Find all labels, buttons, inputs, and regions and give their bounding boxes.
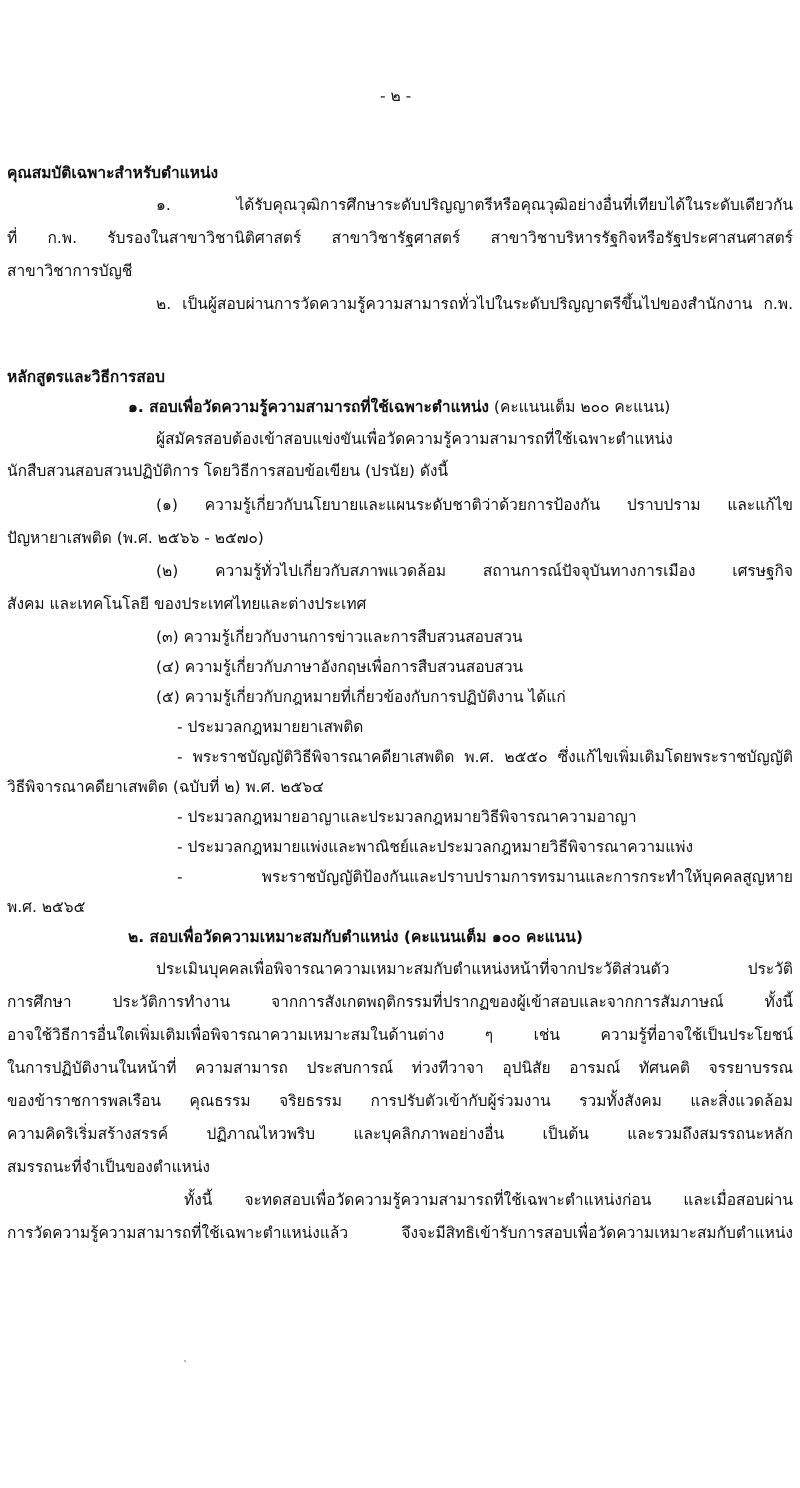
part2-paragraph-line-7: สมรรถนะที่จำเป็นของตำแหน่ง: [7, 1158, 210, 1176]
qualification-1-line-3: สาขาวิชาการบัญชี: [7, 262, 133, 280]
part2-paragraph-line-1: ประเมินบุคคลเพื่อพิจารณาความเหมาะสมกับตำแหน่งหน้าที่จากประวัติส่วนตัว ประวัติ: [156, 960, 793, 978]
intro-line-2: นักสืบสวนสอบสวนปฏิบัติการ โดยวิธีการสอบข้อเขียน (ปรนัย) ดังนี้: [7, 462, 449, 480]
part1-title: ๑. สอบเพื่อวัดความรู้ความสามารถที่ใช้เฉพาะตำแหน่ง: [128, 398, 489, 416]
topic-2-line-2: สังคม และเทคโนโลยี ของประเทศไทยและต่างประเทศ: [7, 595, 367, 613]
part2-paragraph-line-2: การศึกษา ประวัติการทำงาน จากการสังเกตพฤติกรรมที่ปรากฏของผู้เข้าสอบและจากการสัมภาษณ์ ทั้งนี้: [7, 993, 793, 1011]
part2-paragraph-line-4: ในการปฏิบัติงานในหน้าที่ ความสามารถ ประสบการณ์ ท่วงทีวาจา อุปนิสัย อารมณ์ ทัศนคติ จรรยาบรรณ: [7, 1059, 793, 1077]
part2-title: ๒. สอบเพื่อวัดความเหมาะสมกับตำแหน่ง (คะแนนเต็ม ๑๐๐ คะแนน): [128, 928, 583, 946]
qualification-1-line-1: ๑. ได้รับคุณวุฒิการศึกษาระดับปริญญาตรีหรือคุณวุฒิอย่างอื่นที่เทียบได้ในระดับเดียวกัน: [156, 196, 793, 214]
topic-1-line-2: ปัญหายาเสพติด (พ.ศ. ๒๕๖๖ - ๒๕๗๐): [7, 529, 264, 547]
scan-speck: [184, 1360, 186, 1362]
law-5-line-2: พ.ศ. ๒๕๖๕: [7, 898, 86, 916]
topic-4: (๔) ความรู้เกี่ยวกับภาษาอังกฤษเพื่อการสืบสวนสอบสวน: [156, 658, 524, 676]
topic-5: (๕) ความรู้เกี่ยวกับกฎหมายที่เกี่ยวข้องกับการปฏิบัติงาน ได้แก่: [156, 688, 566, 706]
intro-line-1: ผู้สมัครสอบต้องเข้าสอบแข่งขันเพื่อวัดความรู้ความสามารถที่ใช้เฉพาะตำแหน่ง: [156, 430, 673, 448]
qualification-2: ๒. เป็นผู้สอบผ่านการวัดความรู้ความสามารถทั่วไปในระดับปริญญาตรีขึ้นไปของสำนักงาน ก.พ.: [156, 295, 793, 313]
part2-paragraph-line-6: ความคิดริเริ่มสร้างสรรค์ ปฏิภาณไหวพริบ และบุคลิกภาพอย่างอื่น เป็นต้น และรวมถึงสมรรถนะหลัก: [7, 1125, 793, 1143]
part1-score: (คะแนนเต็ม ๒๐๐ คะแนน): [493, 398, 671, 416]
part2-paragraph-line-3: อาจใช้วิธีการอื่นใดเพิ่มเติมเพื่อพิจารณาความเหมาะสมในด้านต่าง ๆ เช่น ความรู้ที่อาจใช้เป็นประโยชน์: [7, 1026, 793, 1044]
law-3: - ประมวลกฎหมายอาญาและประมวลกฎหมายวิธีพิจารณาความอาญา: [177, 808, 637, 826]
law-1: - ประมวลกฎหมายยาเสพติด: [177, 718, 364, 736]
topic-2-line-1: (๒) ความรู้ทั่วไปเกี่ยวกับสภาพแวดล้อม สถานการณ์ปัจจุบันทางการเมือง เศรษฐกิจ: [156, 562, 793, 580]
page-number: - ๒ -: [380, 87, 412, 105]
part1-title-line: [128, 396, 670, 418]
law-2-line-1: - พระราชบัญญัติวิธีพิจารณาคดียาเสพติด พ.ศ. ๒๕๕๐ ซึ่งแก้ไขเพิ่มเติมโดยพระราชบัญญัติ: [177, 748, 793, 766]
closing-paragraph-line-1: ทั้งนี้ จะทดสอบเพื่อวัดความรู้ความสามารถที่ใช้เฉพาะตำแหน่งก่อน และเมื่อสอบผ่าน: [184, 1191, 793, 1209]
law-2-line-2: วิธีพิจารณาคดียาเสพติด (ฉบับที่ ๒) พ.ศ. ๒๕๖๔: [7, 778, 324, 796]
qualification-1-line-2: ที่ ก.พ. รับรองในสาขาวิชานิติศาสตร์ สาขาวิชารัฐศาสตร์ สาขาวิชาบริหารรัฐกิจหรือรัฐประศาสนศาสตร์: [7, 229, 793, 247]
topic-1-line-1: (๑) ความรู้เกี่ยวกับนโยบายและแผนระดับชาติว่าด้วยการป้องกัน ปราบปราม และแก้ไข: [156, 496, 793, 514]
curriculum-heading: หลักสูตรและวิธีการสอบ: [7, 368, 165, 386]
law-5-line-1: - พระราชบัญญัติป้องกันและปราบปรามการทรมานและการกระทำให้บุคคลสูญหาย: [177, 868, 793, 886]
law-4: - ประมวลกฎหมายแพ่งและพาณิชย์และประมวลกฎหมายวิธีพิจารณาความแพ่ง: [177, 838, 694, 856]
qualifications-heading: คุณสมบัติเฉพาะสำหรับตำแหน่ง: [7, 164, 219, 182]
topic-3: (๓) ความรู้เกี่ยวกับงานการข่าวและการสืบสวนสอบสวน: [156, 628, 523, 646]
part2-paragraph-line-5: ของข้าราชการพลเรือน คุณธรรม จริยธรรม การปรับตัวเข้ากับผู้ร่วมงาน รวมทั้งสังคม และสิ่งแวดล้อม: [7, 1092, 793, 1110]
closing-paragraph-line-2: การวัดความรู้ความสามารถที่ใช้เฉพาะตำแหน่งแล้ว จึงจะมีสิทธิเข้ารับการสอบเพื่อวัดความเหมาะสมกับตำแหน่ง: [7, 1224, 793, 1242]
